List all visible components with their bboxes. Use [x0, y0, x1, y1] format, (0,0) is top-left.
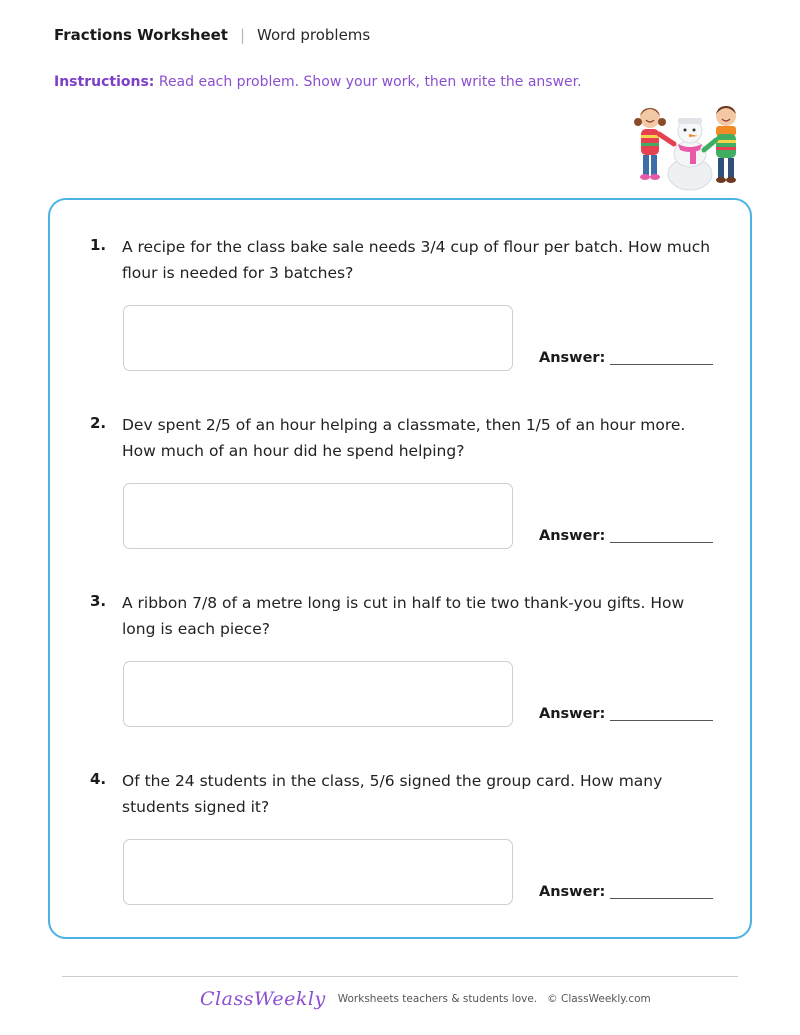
answer-label: Answer: [539, 884, 606, 900]
problem-number: 3. [90, 592, 107, 610]
footer [200, 988, 651, 1010]
problem-number: 2. [90, 414, 107, 432]
work-box[interactable] [123, 483, 513, 549]
problem-text: Dev spent 2/5 of an hour helping a classmate, then 1/5 of an hour more. How much of an hour did he spend helping? [122, 416, 686, 460]
problem-number: 4. [90, 770, 107, 788]
answer-label: Answer: [539, 528, 606, 544]
problem-4 [50, 734, 750, 912]
footer-tagline: Worksheets teachers & students love. [337, 993, 538, 1005]
instructions-label: Instructions: [54, 74, 155, 90]
problem-number: 1. [90, 236, 107, 254]
answer-line[interactable] [610, 898, 713, 899]
problem-1 [50, 200, 750, 378]
answer-line[interactable] [610, 364, 713, 365]
problem-2 [50, 378, 750, 556]
problem-3 [50, 556, 750, 734]
header-separator: | [239, 26, 246, 44]
brand-logo: ClassWeekly [200, 988, 326, 1010]
work-box[interactable] [123, 305, 513, 371]
worksheet-subtitle: Word problems [257, 26, 371, 44]
kids-building-snowman-illustration [628, 100, 748, 192]
problem-text: A ribbon 7/8 of a metre long is cut in half to tie two thank-you gifts. How long is each piece? [122, 594, 685, 638]
instructions-text: Read each problem. Show your work, then write the answer. [158, 74, 582, 90]
worksheet-title: Fractions Worksheet [54, 26, 228, 44]
answer-line[interactable] [610, 542, 713, 543]
problem-text: Of the 24 students in the class, 5/6 signed the group card. How many students signed it? [122, 772, 663, 816]
work-box[interactable] [123, 661, 513, 727]
problems-card [48, 198, 752, 939]
footer-copyright: © ClassWeekly.com [547, 993, 651, 1005]
work-box[interactable] [123, 839, 513, 905]
problem-text: A recipe for the class bake sale needs 3/4 cup of flour per batch. How much flour is needed for 3 batches? [122, 238, 711, 282]
footer-divider [62, 976, 738, 977]
answer-label: Answer: [539, 350, 606, 366]
answer-line[interactable] [610, 720, 713, 721]
worksheet-header [54, 26, 370, 44]
answer-label: Answer: [539, 706, 606, 722]
instructions [54, 74, 582, 90]
